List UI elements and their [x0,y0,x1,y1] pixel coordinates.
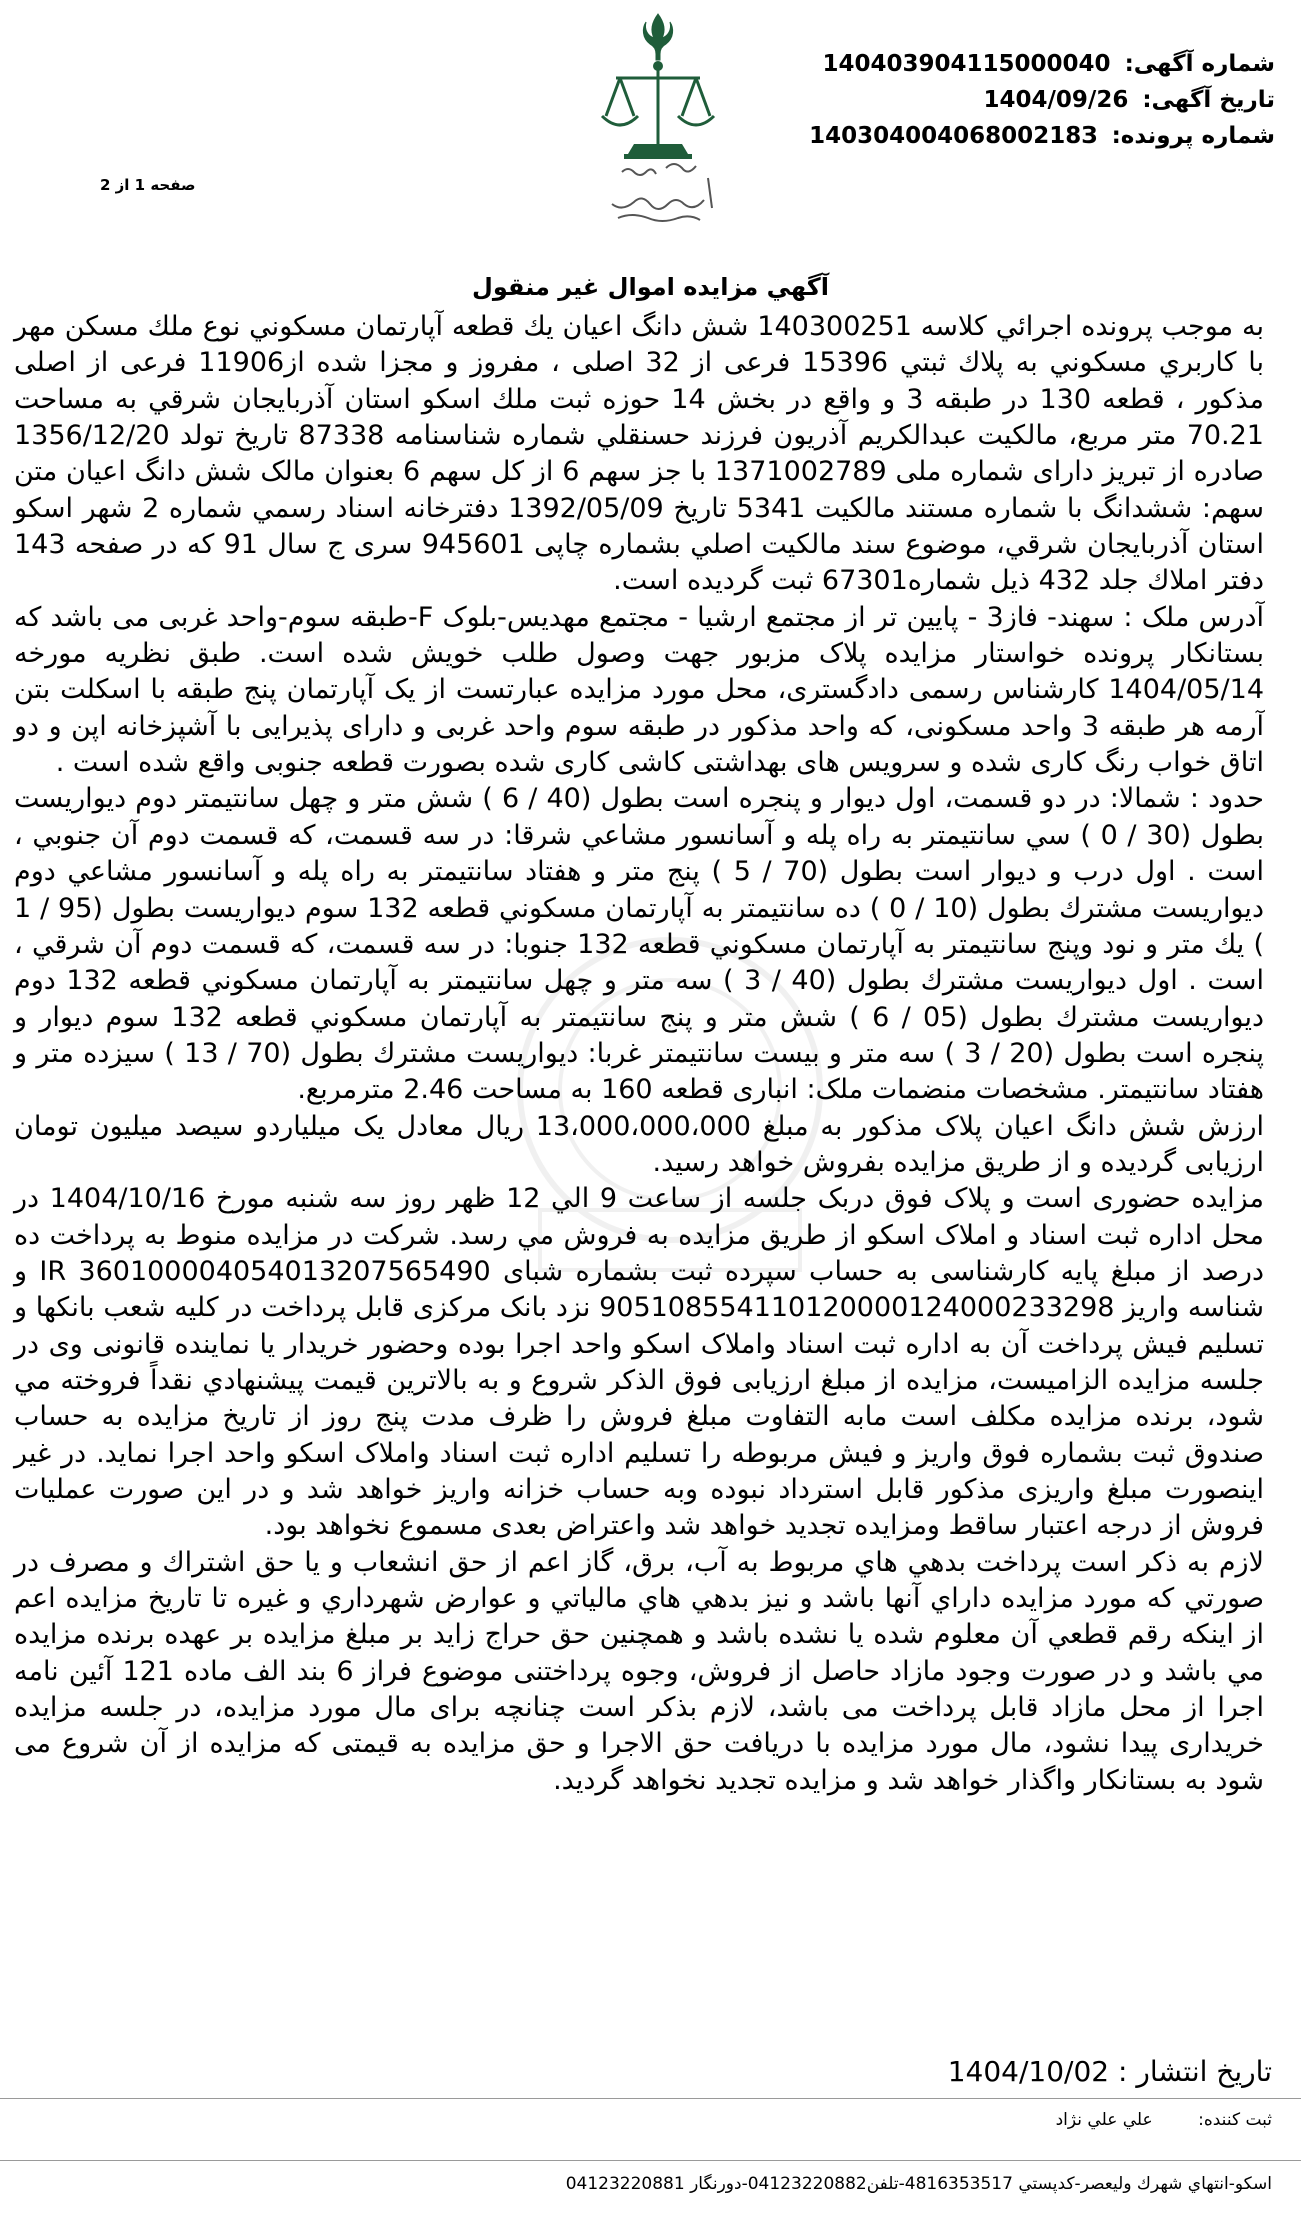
judiciary-emblem-logo [558,8,758,238]
footer-divider-top [0,2098,1301,2099]
ad-date-label: تاریخ آگهی: [1142,87,1275,113]
ad-number: 140403904115000040 [822,51,1111,77]
publication-date-line [948,2055,1272,2088]
notice-title: آگهي مزايده اموال غير منقول [472,273,829,301]
publication-date-label: تاريخ انتشار : [1118,2055,1272,2088]
paragraph-boundaries: حدود : شمالا: در دو قسمت، اول ديوار و پنجره است بطول (40 / 6 ) شش متر و چهل سانتيمتر دوم ديواريست بطول (30 / 0 ) سي سانتيمتر به راه پله و آسانسور مشاعي شرقا: در سه قسمت، كه قسمت دوم آن جنوبي ، است . اول درب و ديوار است بطول (70 / 5 ) پنج متر و هفتاد سانتيمتر به راه پله و آسانسور مشاعي دوم ديواريست مشترك بطول (10 / 0 ) ده سانتيمتر به آپارتمان مسكوني قطعه 132 سوم ديواريست بطول (95 / 1 ) يك متر و نود وپنج سانتيمتر به آپارتمان مسكوني قطعه 132 جنوبا: در سه قسمت، كه قسمت دوم آن شرقي ، است . اول ديواريست مشترك بطول (40 / 3 ) سه متر و چهل سانتيمتر به آپارتمان مسكوني قطعه 132 دوم ديواريست مشترك بطول (05 / 6 ) شش متر و پنج سانتيمتر به آپارتمان مسكوني قطعه 132 سوم ديوار و پنجره است بطول (20 / 3 ) سه متر و بيست سانتيمتر غربا: ديواريست مشترك بطول (70 / 13 ) سيزده متر و هفتاد سانتيمتر. مشخصات منضمات ملک: انباری قطعه 160 به مساحت 2.46 مترمربع. [14,783,1265,1106]
footer-divider-bottom [0,2160,1301,2161]
registrar-line [1056,2110,1272,2130]
ad-date: 1404/09/26 [983,87,1129,113]
office-address-line: اسکو-انتهاي شهرك وليعصر-كدپستي 4816353517-تلفن04123220882-دورنگار 04123220881 [565,2174,1272,2194]
paragraph-valuation: ارزش شش دانگ اعیان پلاک مذکور به مبلغ 13،000،000،000 ریال معادل یک میلیاردو سیصد میلیون تومان ارزیابی گردیده و از طریق مزایده بفروش خواهد رسید. [14,1110,1265,1178]
ad-date-row [715,82,1275,118]
paragraph-property-address: آدرس ملک : سهند- فاز3 - پایین تر از مجتمع ارشیا - مجتمع مهدیس-بلوک F-طبقه سوم-واحد غربی می باشد که بستانکار پرونده خواستار مزایده پلاک مزبور جهت وصول طلب خویش شده است. طبق نظریه مورخه 1404/05/14 کارشناس رسمی دادگستری، محل مورد مزایده عبارتست از یک آپارتمان پنج طبقه با اسکلت بتن آرمه هر طبقه 3 واحد مسکونی، که واحد مذکور در طبقه سوم واحد غربی و دارای پذیرایی با آشپزخانه اپن و دو اتاق خواب رنگ کاری شده و سرویس های بهداشتی کاشی کاری شده بصورت قطعه جنوبی واقع شده است . [14,601,1264,779]
publication-date: 1404/10/02 [947,2055,1110,2088]
paragraph-auction-terms: مزايده حضوری است و پلاک فوق دربک جلسه از ساعت 9 الي 12 ظهر روز سه شنبه مورخ 1404/10/16 در محل اداره ثبت اسناد و املاک اسکو از طريق مزايده به فروش مي رسد. شرکت در مزایده منوط به پرداخت ده درصد از مبلغ پایه کارشناسی به حساب سپرده ثبت بشماره شبای IR 360100004054013207565490 و شناسه واریز 905108554110120000124000233298 نزد بانک مرکزی قابل پرداخت در کلیه شعب بانکها و تسلیم فیش پرداخت آن به اداره ثبت اسناد واملاک اسکو واحد اجرا بوده وحضور خریدار یا نماینده قانونی وی در جلسه مزایده الزامیست، مزايده از مبلغ ارزیابی فوق الذکر شروع و به بالاترين قيمت پيشنهادي نقداً فروخته مي شود، برنده مزايده مكلف است مابه التفاوت مبلغ فروش را ظرف مدت پنج روز از تاريخ مزايده به حساب صندوق ثبت بشماره فوق واريز و فيش مربوطه را تسليم اداره ثبت اسناد واملاک اسکو واحد اجرا نمايد. در غیر اینصورت مبلغ واریزی مذکور قابل استرداد نبوده وبه حساب خزانه واریز خواهد شد و در این صورت عملیات فروش از درجه اعتبار ساقط ومزایده تجدید خواهد شد واعتراض بعدی مسموع نخواهد بود. [14,1183,1264,1542]
file-number-label: شماره پرونده: [1111,123,1275,149]
ad-metadata [715,46,1275,154]
notice-body [14,309,1264,1799]
ad-number-label: شماره آگهی: [1124,51,1275,77]
file-number-row [715,118,1275,154]
ad-header [0,0,1301,240]
paragraph-obligations: لازم به ذكر است پرداخت بدهي هاي مربوط به آب، برق، گاز اعم از حق انشعاب و يا حق اشتراك و مصرف در صورتي كه مورد مزايده داراي آنها باشد و نيز بدهي هاي مالياتي و عوارض شهرداري و غيره تا تاريخ مزايده اعم از اينكه رقم قطعي آن معلوم شده يا نشده باشد و همچنين حق حراج زاید بر مبلغ مزایده بر عهده برنده مزايده مي باشد و در صورت وجود مازاد حاصل از فروش، وجوه پرداختنی موضوع فراز 6 بند الف ماده 121 آئین نامه اجرا از محل مازاد قابل پرداخت می باشد، لازم بذکر است چنانچه برای مال مورد مزایده، در جلسه مزایده خریداری پیدا نشود، مال مورد مزایده با دریافت حق الاجرا و حق مزایده به قیمتی که مزایده از آن شروع می شود به بستانکار واگذار خواهد شد و مزایده تجدید نخواهد گردید. [14,1546,1265,1796]
ad-number-row [715,46,1275,82]
file-number: 14030400406800218З [809,123,1098,149]
page-info: صفحه 1 از 2 [100,176,196,194]
paragraph-property-description: به موجب پرونده اجرائي كلاسه 140300251 شش دانگ اعيان يك قطعه آپارتمان مسكوني نوع ملك مسكن مهر با كاربري مسكوني به پلاك ثبتي 15396 فرعی از 32 اصلی ، مفروز و مجزا شده از11906 فرعی از اصلی مذکور ، قطعه 130 در طبقه 3 و واقع در بخش 14 حوزه ثبت ملك اسكو استان آذربايجان شرقي به مساحت 70.21 متر مربع، مالكيت عبدالكريم آذریون فرزند حسنقلي شماره شناسنامه 87338 تاريخ تولد 1356/12/20 صادره از تبریز دارای شماره ملی 1371002789 با جز سهم 6 از کل سهم 6 بعنوان مالک شش دانگ اعيان متن سهم: ششدانگ با شماره مستند مالكيت 5341 تاريخ 1392/05/09 دفترخانه اسناد رسمي شماره 2 شهر اسکو استان آذربايجان شرقي، موضوع سند مالكيت اصلي بشماره چاپی 945601 سری ج سال 91 كه در صفحه 143 دفتر املاك جلد 432 ذيل شماره67301 ثبت گرديده است. [14,311,1264,597]
registrar-name: علي علي نژاد [1055,2110,1153,2130]
registrar-label: ثبت کننده: [1198,2110,1272,2130]
